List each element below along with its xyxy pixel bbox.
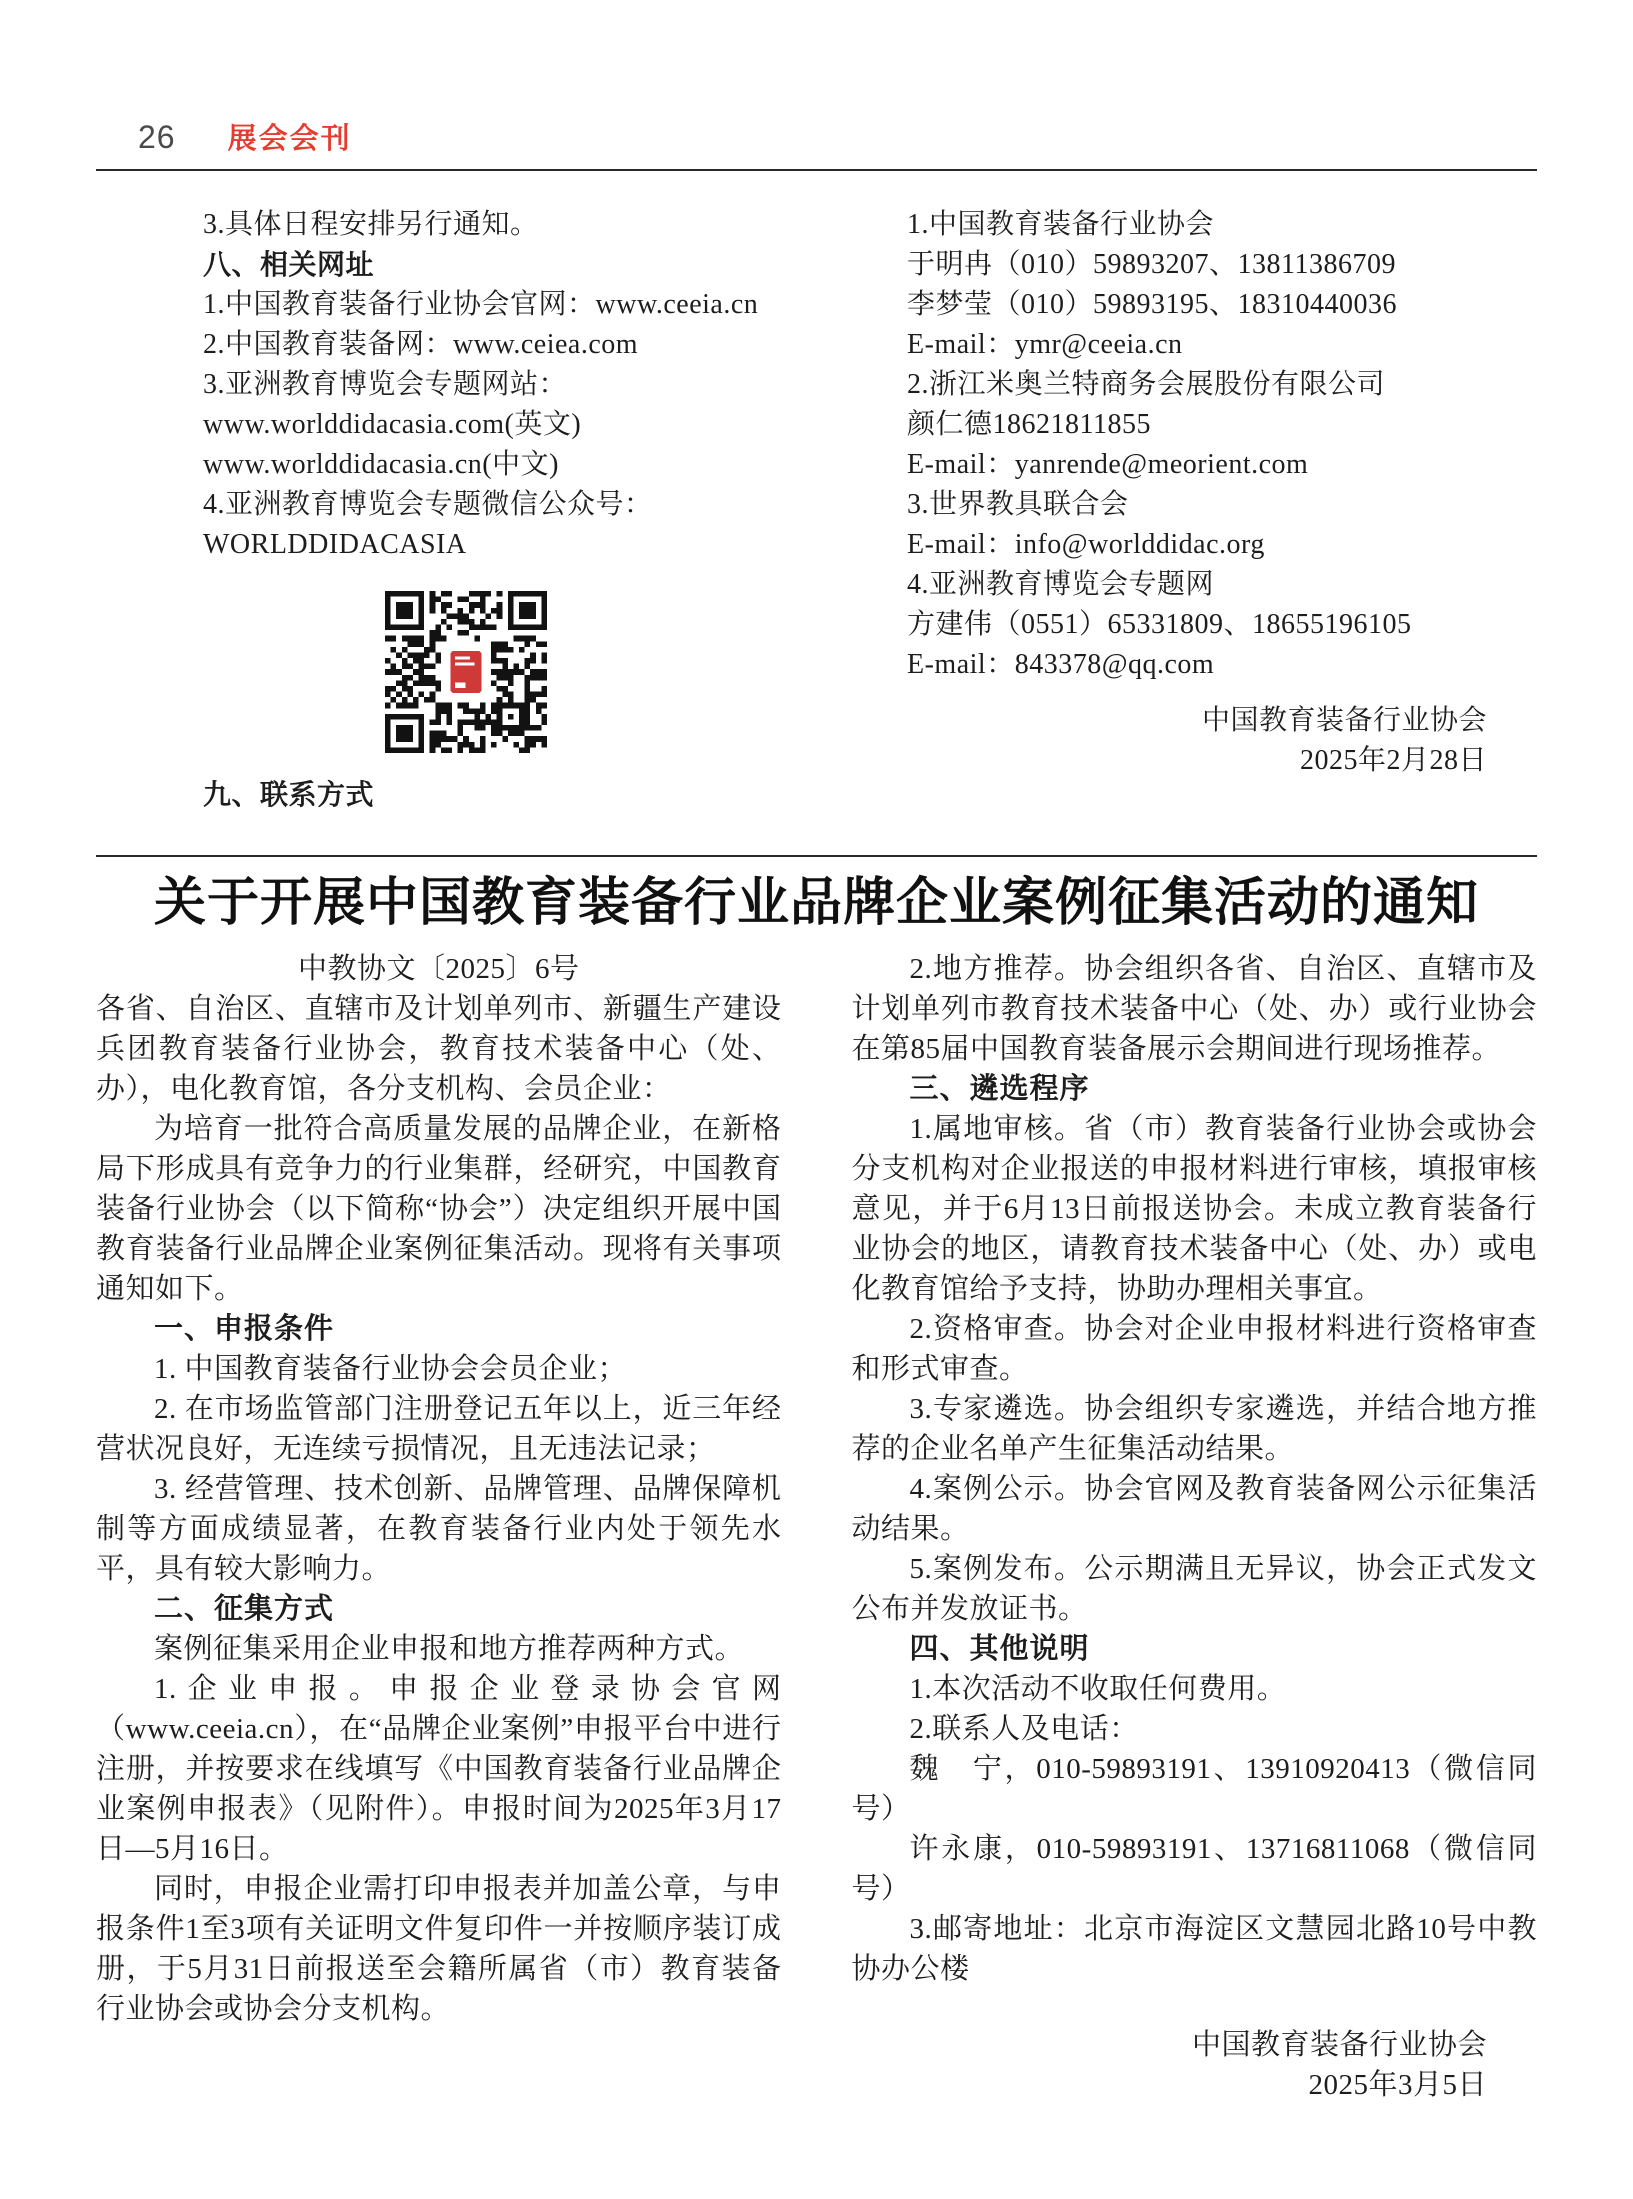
paragraph: 1. 中国教育装备行业协会会员企业； — [154, 1353, 628, 1385]
text-line: 八、相关网址 — [203, 249, 375, 280]
contact-list — [907, 205, 1537, 685]
paragraph: 魏 宁，010-59893191、13910920413（微信同号） — [851, 1753, 1537, 1825]
notice-title: 关于开展中国教育装备行业品牌企业案例征集活动的通知 — [153, 874, 1479, 932]
text-line: 2.中国教育装备网：www.ceiea.com — [203, 329, 639, 360]
paragraph: 许永康，010-59893191、13716811068（微信同号） — [851, 1833, 1537, 1905]
notice-signature-org: 中国教育装备行业协会 — [1191, 2029, 1487, 2061]
signature-block — [907, 701, 1537, 781]
paragraph: 同时，申报企业需打印申报表并加盖公章，与申报条件1至3项有关证明文件复印件一并按顺序装订成册，于5月31日前报送至会籍所属省（市）教育装备行业协会或协会分支机构。 — [96, 1873, 782, 2025]
paragraph: 5.案例发布。公示期满且无异议，协会正式发文公布并发放证书。 — [851, 1553, 1537, 1625]
related-links-list — [203, 205, 759, 565]
text-line: 4.亚洲教育博览会专题网 — [907, 569, 1215, 600]
page-header — [96, 116, 1537, 171]
notice-signature-block — [852, 2025, 1538, 2105]
paragraph: 3. 经营管理、技术创新、品牌管理、品牌保障机制等方面成绩显著，在教育装备行业内处于领先水平，具有较大影响力。 — [96, 1473, 782, 1585]
text-line: 3.亚洲教育博览会专题网站： — [203, 369, 568, 400]
paragraph: 四、其他说明 — [909, 1633, 1090, 1665]
text-line: 颜仁德18621811855 — [907, 409, 1151, 440]
paragraph: 二、征集方式 — [154, 1593, 335, 1625]
text-line: 李梦莹（010）59893195、18310440036 — [907, 289, 1398, 320]
text-line: 2.浙江米奥兰特商务会展股份有限公司 — [907, 369, 1386, 400]
paragraph: 4.案例公示。协会官网及教育装备网公示征集活动结果。 — [851, 1473, 1537, 1545]
paragraph: 3.专家遴选。协会组织专家遴选，并结合地方推荐的企业名单产生征集活动结果。 — [851, 1393, 1537, 1465]
paragraph: 1.本次活动不收取任何费用。 — [909, 1673, 1287, 1705]
top-section — [96, 205, 1537, 815]
text-line: www.worlddidacasia.com(英文) — [203, 409, 582, 440]
text-line: WORLDDIDACASIA — [203, 529, 467, 560]
paragraph: 3.邮寄地址：北京市海淀区文慧园北路10号中教协办公楼 — [851, 1913, 1537, 1985]
text-line: 4.亚洲教育博览会专题微信公众号： — [203, 489, 653, 520]
text-line: 3.具体日程安排另行通知。 — [203, 209, 539, 240]
section-divider — [96, 855, 1537, 857]
paragraph: 案例征集采用企业申报和地方推荐两种方式。 — [154, 1633, 745, 1665]
top-right-column — [756, 205, 1537, 815]
paragraph: 2.地方推荐。协会组织各省、自治区、直辖市及计划单列市教育技术装备中心（处、办）或行业协会在第85届中国教育装备展示会期间进行现场推荐。 — [851, 953, 1537, 1065]
text-line: E-mail：info@worlddidac.org — [907, 529, 1265, 560]
paragraph: 为培育一批符合高质量发展的品牌企业，在新格局下形成具有竞争力的行业集群，经研究，中国教育装备行业协会（以下简称“协会”）决定组织开展中国教育装备行业品牌企业案例征集活动。现将有关事项通知如下。 — [96, 1113, 782, 1305]
signature-org: 中国教育装备行业协会 — [1201, 705, 1487, 736]
paragraph: 各省、自治区、直辖市及计划单列市、新疆生产建设兵团教育装备行业协会，教育技术装备中心（处、办），电化教育馆，各分支机构、会员企业： — [96, 993, 782, 1105]
paragraph: 一、申报条件 — [154, 1313, 335, 1345]
contact-heading: 九、联系方式 — [203, 779, 375, 810]
text-line: 1.中国教育装备行业协会 — [907, 209, 1215, 240]
text-line: 1.中国教育装备行业协会官网：www.ceeia.cn — [203, 289, 759, 320]
text-line: E-mail：ymr@ceeia.cn — [907, 329, 1183, 360]
paragraph: 2.资格审查。协会对企业申报材料进行资格审查和形式审查。 — [851, 1313, 1537, 1385]
notice-left-column — [96, 949, 782, 2105]
qrcode-image — [385, 591, 547, 753]
signature-date: 2025年2月28日 — [1299, 745, 1487, 776]
text-line: 方建伟（0551）65331809、18655196105 — [907, 609, 1412, 640]
text-line: E-mail：yanrende@meorient.com — [907, 449, 1309, 480]
paragraph: 1.企业申报。申报企业登录协会官网（www.ceeia.cn），在“品牌企业案例”申报平台中进行注册，并按要求在线填写《中国教育装备行业品牌企业案例申报表》（见附件）。申报时间为2025年3月17日—5月16日。 — [96, 1673, 782, 1865]
top-left-column — [96, 205, 759, 815]
text-line: E-mail：843378@qq.com — [907, 649, 1215, 680]
paragraph: 三、遴选程序 — [909, 1073, 1090, 1105]
page-number: 26 — [138, 119, 176, 155]
text-line: 于明冉（010）59893207、13811386709 — [907, 249, 1396, 280]
paragraph: 中教协文〔2025〕6号 — [297, 953, 580, 985]
paragraph: 1.属地审核。省（市）教育装备行业协会或协会分支机构对企业报送的申报材料进行审核，填报审核意见，并于6月13日前报送协会。未成立教育装备行业协会的地区，请教育技术装备中心（处、办）或电化教育馆给予支持，协助办理相关事宜。 — [851, 1113, 1537, 1305]
notice-signature-date: 2025年3月5日 — [1308, 2069, 1487, 2101]
paragraph: 2. 在市场监管部门注册登记五年以上，近三年经营状况良好，无连续亏损情况，且无违法记录； — [96, 1393, 782, 1465]
paragraph: 2.联系人及电话： — [909, 1713, 1139, 1745]
text-line: 3.世界教具联合会 — [907, 489, 1129, 520]
journal-label: 展会会刊 — [227, 123, 352, 155]
text-line: www.worlddidacasia.cn(中文) — [203, 449, 559, 480]
notice-right-column — [852, 949, 1538, 2105]
notice-right-paragraphs — [852, 949, 1538, 1989]
notice-body — [96, 949, 1537, 2105]
